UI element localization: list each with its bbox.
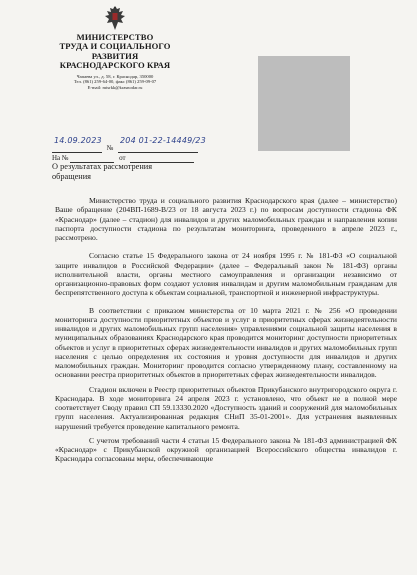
letter-body xyxy=(55,196,397,469)
ministry-name-line3: РАЗВИТИЯ xyxy=(91,50,139,61)
ministry-contacts xyxy=(40,74,190,91)
registration-number-sign: № xyxy=(106,144,114,152)
body-paragraph-5: С учетом требований части 4 статьи 15 Федерального закона № 181-ФЗ администрацией ФК «Краснодар» с Прикубанской окружной организацией Всероссийского общества инвалидов г. Краснодара согласованы меры, обеспечивающие xyxy=(55,435,397,464)
on-number-label: На № xyxy=(52,154,69,162)
ministry-email: E-mail: mtsrkk@krasnodar.ru xyxy=(87,84,143,90)
from-label: от xyxy=(119,154,126,162)
body-paragraph-3: В соответствии с приказом министерства от 10 марта 2021 г. № 256 «О проведении мониторинга доступности приоритетных объектов и услуг в приоритетных сферах жизнедеятельности инвалидов и других маломобильных групп населения» управлениями социальной защиты населения в муниципальных образованиях Краснодарского края проводится мониторинг доступности приоритетных объектов и услуг в приоритетных сферах жизнедеятельности инвалидов и других маломобильных групп населения с целью определения их состояния и уровня доступности для инвалидов и других маломобильных граждан. Мониторинг проводится согласно утвержденному плану, составленному на основании реестра приоритетных объектов в приоритетных сферах жизнедеятельности инвалидов. xyxy=(55,305,397,380)
letter-subject xyxy=(52,162,202,181)
subject-line1: О результатах рассмотрения xyxy=(52,162,153,171)
ministry-letterhead xyxy=(40,4,190,90)
body-paragraph-2: Согласно статье 15 Федерального закона от 24 ноября 1995 г. № 181-ФЗ «О социальной защите инвалидов в Российской Федерации» (далее – Федеральный закон № 181-ФЗ) органы исполнительной власти, органы местного самоуправления и организации независимо от организационно-правовых форм создают условия инвалидам и другим маломобильным гражданам для беспрепятственного доступа к объектам социальной, транспортной и инженерной инфраструктуры. xyxy=(55,251,397,298)
ministry-name-line4: КРАСНОДАРСКОГО КРАЯ xyxy=(59,60,171,71)
ministry-name xyxy=(40,33,190,71)
handwritten-date: 14.09.2023 xyxy=(54,136,102,145)
handwritten-number: 204 01-22-14449/23 xyxy=(120,136,206,145)
ministry-phones: Тел. (861) 259-64-00, факс (861) 259-09-07 xyxy=(73,79,157,85)
body-paragraph-1: Министерство труда и социального развития Краснодарского края (далее – министерство) Ваше обращение (204ВП-1689-В/23 от 18 августа 2023 г.) по вопросам доступности стадиона ФК «Краснодар» (далее – стадион) для инвалидов и других маломобильных граждан и направления копии паспорта доступности стадиона по результатам мониторинга, проведенного в апреле 2023 г., рассмотрено. xyxy=(55,196,397,242)
ministry-name-line1: МИНИСТЕРСТВО xyxy=(76,32,154,42)
ministry-address: Чапаева ул., д. 58, г. Краснодар, 350000 xyxy=(76,73,154,79)
registration-date-line xyxy=(52,144,198,153)
body-paragraph-4: Стадион включен в Реестр приоритетных объектов Прикубанского внутригородского округа г. Краснодара. В ходе мониторинга 24 апреля 2023 г. установлено, что объект не в полной мере соответствует Своду правил СП 59.13330.2020 «Доступность зданий и сооружений для маломобильных групп населения. Актуализированная редакция СНиП 35-01-2001». Для устранения выявленных нарушений требуется проведение капитального ремонта. xyxy=(55,384,397,431)
coat-of-arms-icon xyxy=(102,4,128,32)
ministry-name-line2: ТРУДА И СОЦИАЛЬНОГО xyxy=(59,41,171,52)
redacted-recipient-block xyxy=(258,56,350,151)
subject-line2: обращения xyxy=(52,171,91,181)
